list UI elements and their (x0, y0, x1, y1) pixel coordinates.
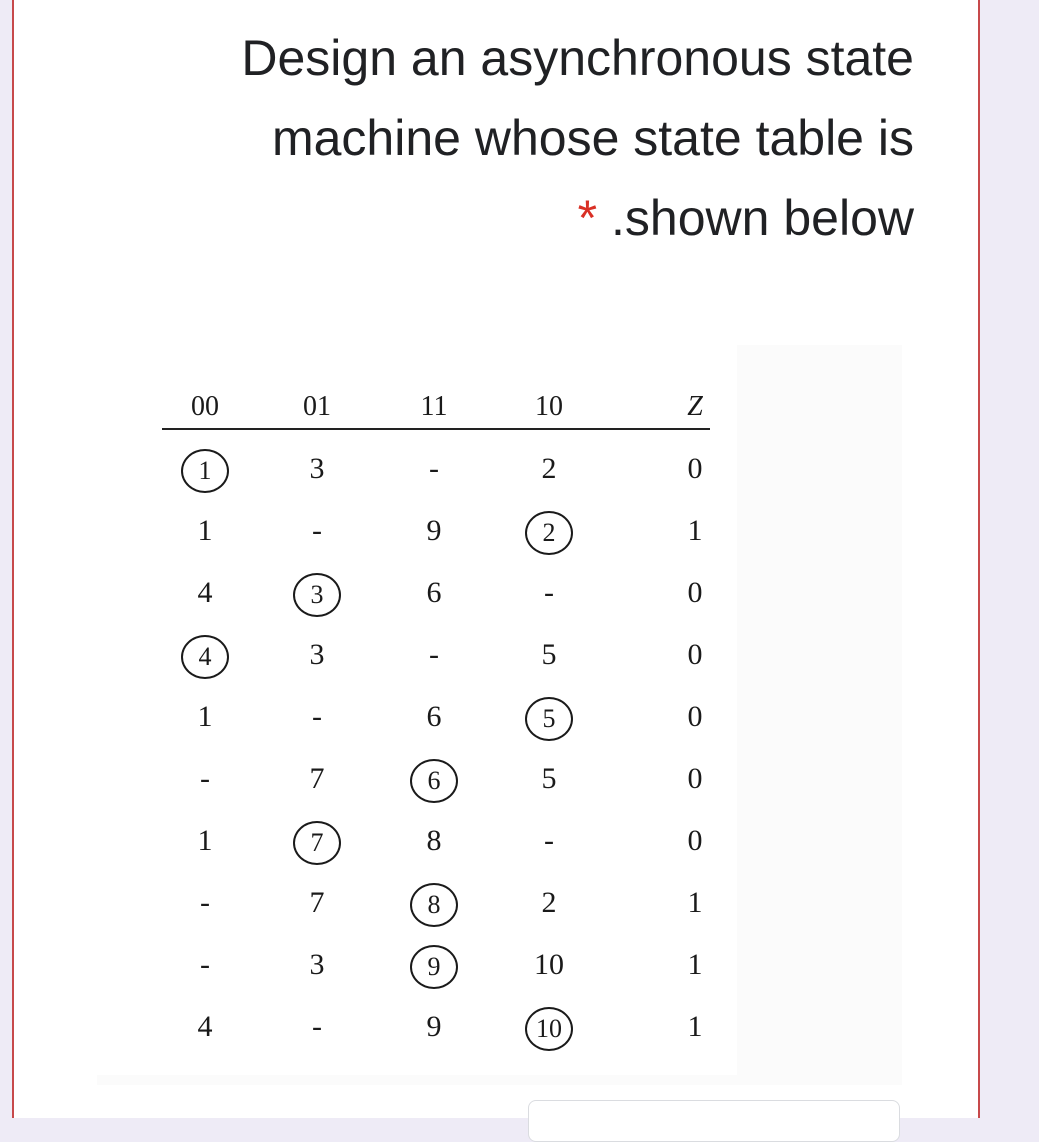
question-title (154, 18, 914, 258)
required-asterisk: * (577, 190, 598, 246)
column-header-00: 00 (191, 391, 219, 422)
table-cell-r7-c3: 8 (426, 824, 442, 857)
table-cell-r4-c4: 5 (541, 638, 557, 671)
table-cell-r1-c3: - (429, 452, 439, 485)
table-cell-r9-c5: 1 (687, 948, 703, 981)
table-cell-r1-c1 (170, 441, 240, 497)
table-cell-r10-c3: 9 (426, 1010, 442, 1043)
column-header-01: 01 (303, 391, 331, 422)
table-cell-r8-c2: 7 (309, 886, 325, 919)
table-cell-r10-c5: 1 (687, 1010, 703, 1043)
table-cell-r5-c5: 0 (687, 700, 703, 733)
table-cell-r1-c5: 0 (687, 452, 703, 485)
question-line-1: Design an asynchronous state (241, 30, 914, 86)
table-cell-r5-c3: 6 (426, 700, 442, 733)
answer-upload-area[interactable] (528, 1100, 900, 1142)
table-cell-r8-c1: - (200, 886, 210, 919)
stable-state-circle: 9 (410, 945, 458, 989)
table-cell-r2-c5: 1 (687, 514, 703, 547)
stable-state-circle: 10 (525, 1007, 573, 1051)
table-cell-r7-c5: 0 (687, 824, 703, 857)
stable-state-circle: 2 (525, 511, 573, 555)
table-cell-r10-c1: 4 (197, 1010, 213, 1043)
table-cell-r8-c5: 1 (687, 886, 703, 919)
table-cell-r6-c4: 5 (541, 762, 557, 795)
table-cell-r3-c4: - (544, 576, 554, 609)
stable-state-circle: 6 (410, 759, 458, 803)
column-header-10: 10 (535, 391, 563, 422)
table-cell-r3-c2 (282, 565, 352, 621)
table-cell-r9-c3 (399, 937, 469, 993)
table-cell-r9-c1: - (200, 948, 210, 981)
table-cell-r10-c2: - (312, 1010, 322, 1043)
table-cell-r5-c4 (514, 689, 584, 745)
table-cell-r7-c1: 1 (197, 824, 213, 857)
table-cell-r6-c2: 7 (309, 762, 325, 795)
stable-state-circle: 4 (181, 635, 229, 679)
table-cell-r8-c4: 2 (541, 886, 557, 919)
table-cell-r2-c4 (514, 503, 584, 559)
table-cell-r2-c1: 1 (197, 514, 213, 547)
table-cell-r7-c4: - (544, 824, 554, 857)
table-cell-r3-c3: 6 (426, 576, 442, 609)
stable-state-circle: 7 (293, 821, 341, 865)
question-line-3-text: .shown below (611, 190, 914, 246)
table-cell-r4-c5: 0 (687, 638, 703, 671)
table-cell-r7-c2 (282, 813, 352, 869)
table-cell-r1-c4: 2 (541, 452, 557, 485)
table-cell-r10-c4 (514, 999, 584, 1055)
table-cell-r5-c1: 1 (197, 700, 213, 733)
table-cell-r5-c2: - (312, 700, 322, 733)
table-cell-r4-c2: 3 (309, 638, 325, 671)
table-cell-r9-c4: 10 (534, 948, 564, 981)
table-cell-r3-c1: 4 (197, 576, 213, 609)
state-table-image (97, 345, 902, 1085)
question-line-3 (154, 178, 914, 258)
stable-state-circle: 1 (181, 449, 229, 493)
table-cell-r6-c1: - (200, 762, 210, 795)
state-table (97, 345, 737, 1075)
table-cell-r6-c5: 0 (687, 762, 703, 795)
table-cell-r6-c3 (399, 751, 469, 807)
column-header-11: 11 (420, 391, 448, 422)
table-cell-r8-c3 (399, 875, 469, 931)
table-cell-r4-c1 (170, 627, 240, 683)
table-cell-r1-c2: 3 (309, 452, 325, 485)
table-cell-r2-c3: 9 (426, 514, 442, 547)
table-cell-r2-c2: - (312, 514, 322, 547)
column-header-z: Z (687, 391, 703, 422)
table-cell-r9-c2: 3 (309, 948, 325, 981)
question-line-2: machine whose state table is (271, 110, 914, 166)
stable-state-circle: 5 (525, 697, 573, 741)
stable-state-circle: 8 (410, 883, 458, 927)
stable-state-circle: 3 (293, 573, 341, 617)
table-cell-r4-c3: - (429, 638, 439, 671)
table-cell-r3-c5: 0 (687, 576, 703, 609)
